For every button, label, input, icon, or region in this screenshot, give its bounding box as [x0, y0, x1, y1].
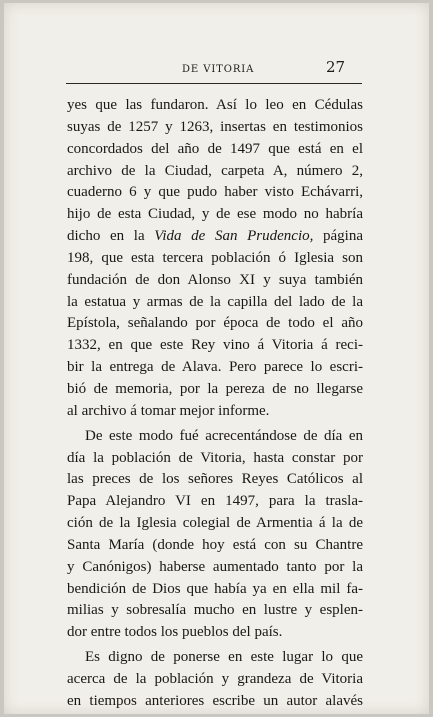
text-line: ción de la Iglesia colegial de Armentia á la de — [67, 515, 363, 532]
text-line: Santa María (donde hoy está con su Chantre — [67, 536, 363, 553]
text-line — [67, 226, 363, 248]
text-line: acerca de la población y grandeza de Vitoria — [67, 670, 363, 687]
text-line: día la población de Vitoria, hasta constar por — [67, 449, 363, 466]
text-run: página — [313, 228, 363, 245]
text-line: dor entre todos los pueblos del país. — [67, 624, 283, 641]
text-line: en tiempos anteriores escribe un autor alavés — [67, 692, 363, 709]
text-line: De este modo fué acrecentándose de día en — [85, 427, 363, 444]
text-line: 1332, en que este Rey vino á Vitoria á reci- — [67, 337, 363, 354]
text-line: fundación de don Alonso XI y suya también — [67, 271, 363, 288]
body-text — [67, 95, 363, 713]
text-line: Papa Alejandro VI en 1497, para la trasla- — [67, 493, 363, 510]
text-line: la estatua y armas de la capilla del lado de la — [67, 293, 363, 310]
page-number: 27 — [326, 58, 346, 76]
text-line: suyas de 1257 y 1263, insertas en testimonios — [67, 118, 363, 135]
header-rule — [66, 83, 362, 84]
text-line: al archivo á tomar mejor informe. — [67, 402, 270, 419]
paragraph — [67, 95, 363, 423]
text-line: bendición de Dios que había ya en ella mil fa- — [67, 580, 363, 597]
text-line: y Canónigos) haberse aumentado tanto por la — [67, 558, 363, 575]
text-line: milias y sobresalía mucho en lustre y esplen- — [67, 602, 363, 619]
text-line: hijo de esta Ciudad, y de ese modo no habría — [67, 206, 363, 223]
book-page — [4, 3, 429, 714]
text-line: las preces de los señores Reyes Católicos al — [67, 471, 363, 488]
paragraph — [67, 426, 363, 644]
text-line: concordados del año de 1497 que está en el — [67, 140, 363, 157]
italic-title: Vida de San Prudencio, — [154, 228, 314, 245]
text-line: Epístola, señalando por época de todo el año — [67, 315, 363, 332]
text-line: bir la entrega de Alava. Pero parece lo escri- — [67, 359, 363, 376]
text-line: bió de memoria, por la pereza de no llegarse — [67, 380, 363, 397]
running-title: DE VITORIA — [182, 64, 255, 75]
text-line: 198, que esta tercera población ó Iglesia son — [67, 249, 363, 266]
paragraph — [67, 647, 363, 713]
text-line: archivo de la Ciudad, carpeta A, número 2, — [67, 162, 363, 179]
text-line: cuaderno 6 y que pudo haber visto Echávarri, — [67, 184, 363, 201]
text-line: Es digno de ponerse en este lugar lo que — [85, 649, 363, 666]
page-header — [64, 58, 364, 78]
text-run: dicho en la — [67, 228, 155, 245]
text-line: yes que las fundaron. Así lo leo en Cédulas — [67, 97, 363, 113]
